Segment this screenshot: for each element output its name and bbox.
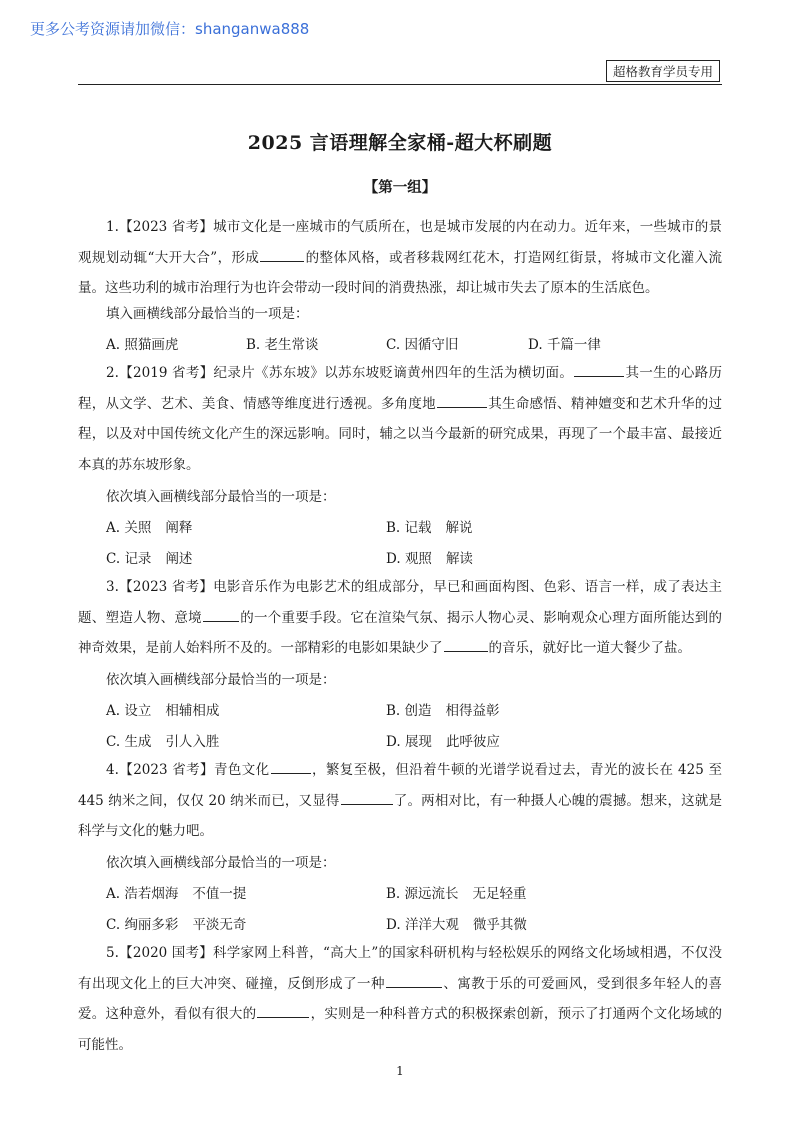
page-number: 1: [396, 1064, 404, 1078]
question-4: [78, 755, 722, 847]
group-heading: 【第一组】: [363, 179, 437, 196]
option-c: C. 因循守旧: [386, 337, 459, 353]
question-source: 【2023 省考】: [118, 579, 214, 595]
question-text: ，实则是一种科普方式的积极探索创新，预示了打通两个文化场域的可能性。: [78, 1006, 723, 1053]
option-c: C. 生成 引人入胜: [106, 734, 220, 750]
option-d: D. 展现 此呼彼应: [386, 734, 500, 750]
question-source: 【2023 省考】: [118, 219, 214, 235]
question-source: 【2020 国考】: [118, 945, 214, 961]
contact-watermark: 更多公考资源请加微信：shanganwa888: [30, 20, 310, 38]
question-prompt: 依次填入画横线部分最恰当的一项是：: [106, 489, 336, 505]
answer-blank: [386, 973, 442, 988]
header-divider: [78, 84, 722, 85]
question-text: 的整体风格，或者移栽网红花木，打造网红街景，将城市文化灌入流量。这些功利的城市治理行为也许会带动一段时间的消费热涨，却让城市失去了原本的生活底色。: [78, 249, 722, 296]
question-prompt: 依次填入画横线部分最恰当的一项是：: [106, 855, 336, 871]
question-text: 的音乐，就好比一道大餐少了盐。: [488, 640, 691, 656]
question-text: 科学家网上科普，“高大上”的国家科研机构与轻松娱乐的网络文化场域相遇，不仅没有出现文化上的巨大冲突、碰撞，反倒形成了一种: [78, 945, 722, 992]
answer-blank: [574, 362, 624, 377]
option-b: B. 源远流长 无足轻重: [386, 886, 527, 902]
answer-blank: [260, 247, 304, 262]
page-title: 2025 言语理解全家桶-超大杯刷题: [247, 132, 553, 154]
question-prompt: 依次填入画横线部分最恰当的一项是：: [106, 672, 336, 688]
option-c: C. 绚丽多彩 平淡无奇: [106, 917, 247, 933]
question-number: 1.: [106, 219, 119, 235]
question-text: ，繁复至极，但沿着牛顿的光谱学说看过去，青光的波长在 425 至 445 纳米之间，仅仅 20 纳米而已，又显得: [78, 762, 722, 809]
question-text: 纪录片《苏东坡》以苏东坡贬谪黄州四年的生活为横切面。: [213, 365, 574, 381]
answer-blank: [341, 790, 393, 805]
option-a: A. 关照 阐释: [106, 520, 193, 536]
question-text: 电影音乐作为电影艺术的组成部分，早已和画面构图、色彩、语言一样，成了表达主题、塑造人物、意境: [78, 579, 722, 626]
question-text: 、寓教于乐的可爱画风，受到很多年轻人的喜爱。这种意外，看似有很大的: [78, 975, 723, 1022]
question-number: 2.: [106, 365, 119, 381]
question-number: 3.: [106, 579, 119, 595]
question-text: 城市文化是一座城市的气质所在，也是城市发展的内在动力。近年来，一些城市的景观规划动辄“大开大合”，形成: [78, 219, 722, 266]
question-text: 的一个重要手段。它在渲染气氛、揭示人物心灵、影响观众心理方面所能达到的神奇效果，是前人始料所不及的。一部精彩的电影如果缺少了: [78, 609, 723, 656]
answer-blank: [257, 1003, 309, 1018]
option-b: B. 老生常谈: [246, 337, 319, 353]
option-a: A. 照猫画虎: [106, 337, 179, 353]
question-3: [78, 572, 722, 664]
answer-blank: [271, 759, 311, 774]
member-only-badge: 超格教育学员专用: [606, 60, 720, 82]
question-text: 其一生的心路历程，从文学、艺术、美食、情感等维度进行透视。多角度地: [78, 365, 722, 412]
question-text: 其生命感悟、精神嬗变和艺术升华的过程，以及对中国传统文化产生的深远影响。同时，辅之以当今最新的研究成果，再现了一个最丰富、最接近本真的苏东坡形象。: [78, 395, 722, 473]
question-source: 【2023 省考】: [118, 762, 214, 778]
option-a: A. 设立 相辅相成: [106, 703, 220, 719]
option-d: D. 观照 解读: [386, 551, 473, 567]
option-d: D. 洋洋大观 微乎其微: [386, 917, 527, 933]
question-source: 【2019 省考】: [118, 365, 214, 381]
answer-blank: [444, 637, 488, 652]
question-text: 青色文化: [213, 762, 270, 778]
answer-blank: [437, 393, 487, 408]
question-prompt: 填入画横线部分最恰当的一项是：: [106, 306, 309, 322]
answer-blank: [203, 607, 239, 622]
question-number: 5.: [106, 945, 119, 961]
question-text: 了。两相对比，有一种摄人心魄的震撼。想来，这就是科学与文化的魅力吧。: [78, 792, 722, 839]
question-5: [78, 938, 722, 1060]
option-d: D. 千篇一律: [528, 337, 601, 353]
option-b: B. 记载 解说: [386, 520, 473, 536]
question-2: [78, 358, 722, 480]
question-number: 4.: [106, 762, 119, 778]
question-1: [78, 212, 722, 304]
option-c: C. 记录 阐述: [106, 551, 193, 567]
option-b: B. 创造 相得益彰: [386, 703, 500, 719]
option-a: A. 浩若烟海 不值一提: [106, 886, 247, 902]
